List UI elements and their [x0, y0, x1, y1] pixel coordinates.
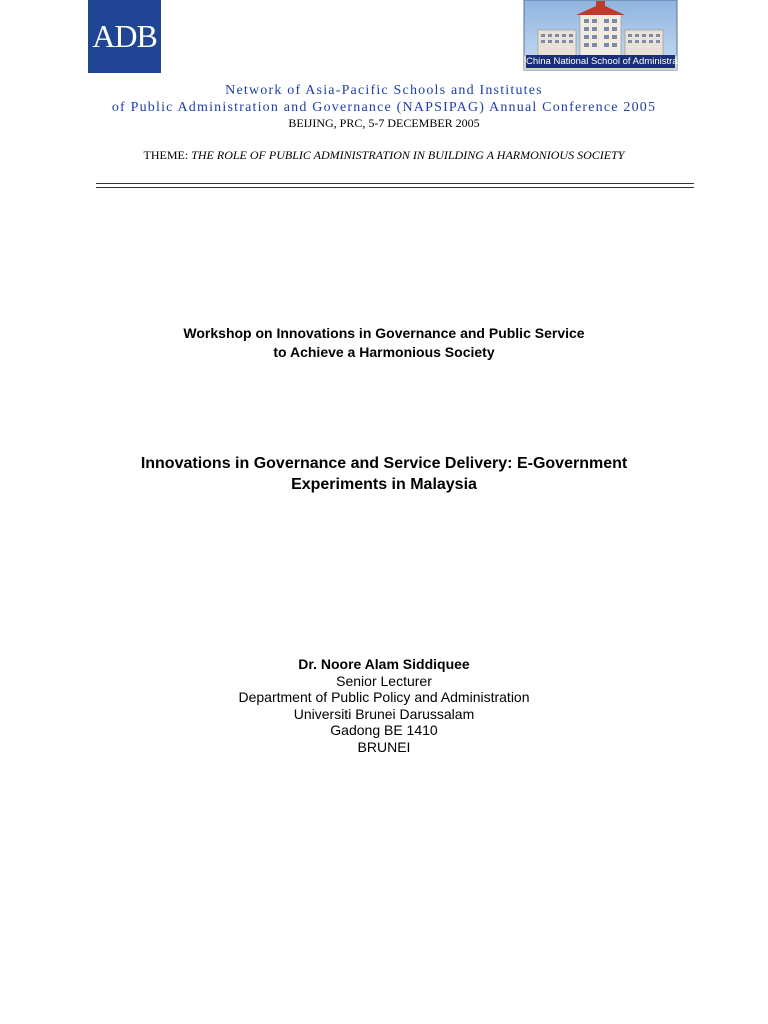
- adb-logo-text: ADB: [92, 18, 157, 54]
- author-university: Universiti Brunei Darussalam: [293, 705, 475, 722]
- author-address: Gadong BE 1410: [330, 722, 438, 739]
- author-name: Dr. Noore Alam Siddiquee: [298, 656, 470, 672]
- theme-label: THEME:: [143, 148, 189, 162]
- adb-logo: [88, 0, 161, 73]
- header-rule-top: [96, 183, 694, 184]
- conference-location-date: BEIJING, PRC, 5-7 DECEMBER 2005: [288, 116, 480, 130]
- conference-theme: [0, 148, 768, 163]
- author-position: Senior Lecturer: [336, 672, 432, 689]
- workshop-title-line1: Workshop on Innovations in Governance and Public Service: [183, 325, 585, 341]
- author-block: [0, 656, 768, 756]
- paper-title: [0, 453, 768, 495]
- author-country: BRUNEI: [357, 738, 411, 755]
- conference-name-line: of Public Administration and Governance (NAPSIPAG) Annual Conference 2005: [111, 100, 657, 115]
- paper-title-line2: Experiments in Malaysia: [291, 476, 477, 493]
- logo-caption: China National School of Administration: [526, 56, 693, 67]
- theme-text: THE ROLE OF PUBLIC ADMINISTRATION IN BUILDING A HARMONIOUS SOCIETY: [191, 148, 625, 162]
- header-rule-bottom: [96, 187, 694, 188]
- china-national-school-logo: [524, 0, 693, 70]
- conference-network-line: Network of Asia-Pacific Schools and Institutes: [225, 83, 543, 98]
- author-department: Department of Public Policy and Administration: [238, 689, 530, 706]
- workshop-title: [0, 324, 768, 362]
- paper-title-line1: Innovations in Governance and Service Delivery: E-Government: [140, 455, 628, 472]
- workshop-title-line2: to Achieve a Harmonious Society: [273, 344, 495, 360]
